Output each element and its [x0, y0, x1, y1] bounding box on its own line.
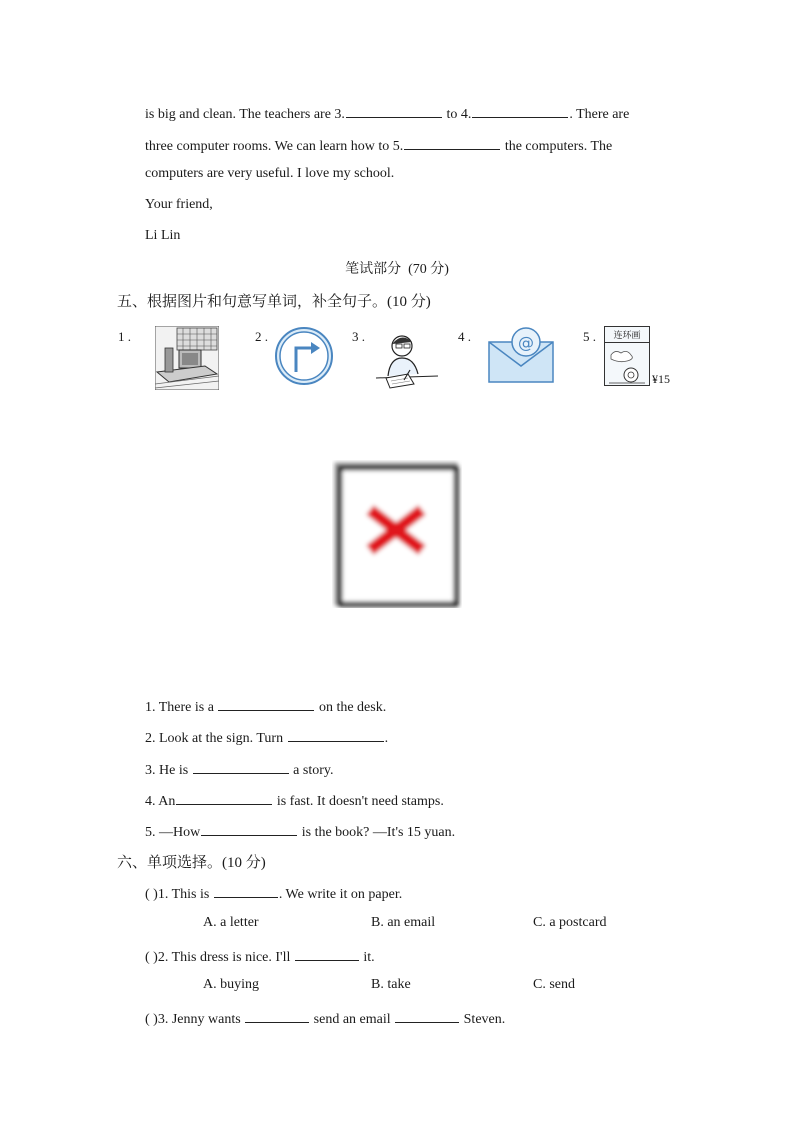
- blank: [201, 821, 297, 836]
- question-6-1: ( )1. This is . We write it on paper.: [145, 883, 402, 903]
- blank: [214, 883, 278, 898]
- picture-number-1: 1 .: [118, 329, 131, 344]
- blank: [288, 727, 384, 742]
- question-5-3: 3. He is a story.: [145, 759, 333, 779]
- question-6-2: ( )2. This dress is nice. I'll it.: [145, 946, 375, 966]
- blank: [245, 1008, 309, 1023]
- blank: [176, 790, 272, 805]
- question-5-1: 1. There is a on the desk.: [145, 696, 386, 716]
- section-6-title: 六、单项选择。(10 分): [117, 853, 266, 871]
- blank: [395, 1008, 459, 1023]
- option-6-1-c: C. a postcard: [533, 915, 607, 930]
- passage-line-1: is big and clean. The teachers are 3. to 4. . There are: [145, 103, 629, 123]
- letter-closing: Your friend,: [145, 197, 213, 212]
- option-6-2-a: A. buying: [203, 977, 259, 992]
- boy-writing-icon: [374, 332, 440, 390]
- blank: [295, 946, 359, 961]
- option-6-2-c: C. send: [533, 977, 575, 992]
- email-envelope-icon: [486, 326, 556, 386]
- option-6-2-b: B. take: [371, 977, 411, 992]
- svg-text:@: @: [518, 333, 534, 352]
- blank: [218, 696, 314, 711]
- written-part-title: 笔试部分 (70 分): [345, 261, 449, 277]
- comic-book-icon: [604, 326, 650, 386]
- blank-4: [472, 103, 568, 118]
- picture-number-5: 5 .: [583, 329, 596, 344]
- question-5-4: 4. An is fast. It doesn't need stamps.: [145, 790, 444, 810]
- letter-signature: Li Lin: [145, 228, 181, 243]
- comic-book-label: 连环画: [605, 327, 649, 343]
- blank-3: [346, 103, 442, 118]
- blank-5: [404, 135, 500, 150]
- option-6-1-a: A. a letter: [203, 915, 259, 930]
- option-6-1-b: B. an email: [371, 915, 436, 930]
- snail-icon: [605, 343, 649, 387]
- question-5-5: 5. —How is the book? —It's 15 yuan.: [145, 821, 455, 841]
- question-5-2: 2. Look at the sign. Turn .: [145, 727, 388, 747]
- picture-number-3: 3 .: [352, 329, 365, 344]
- picture-number-4: 4 .: [458, 329, 471, 344]
- passage-line-3: computers are very useful. I love my school.: [145, 166, 395, 181]
- passage-line-2: three computer rooms. We can learn how to 5. the computers. The: [145, 135, 612, 155]
- section-5-title: 五、根据图片和句意写单词，补全句子。(10 分): [117, 292, 431, 310]
- blank: [193, 759, 289, 774]
- turn-right-sign-icon: [274, 326, 334, 386]
- broken-image-icon: [332, 460, 462, 608]
- question-6-3: ( )3. Jenny wants send an email Steven.: [145, 1008, 505, 1028]
- picture-number-2: 2 .: [255, 329, 268, 344]
- comic-book-price: ¥15: [652, 372, 670, 386]
- computer-desk-icon: [155, 326, 219, 390]
